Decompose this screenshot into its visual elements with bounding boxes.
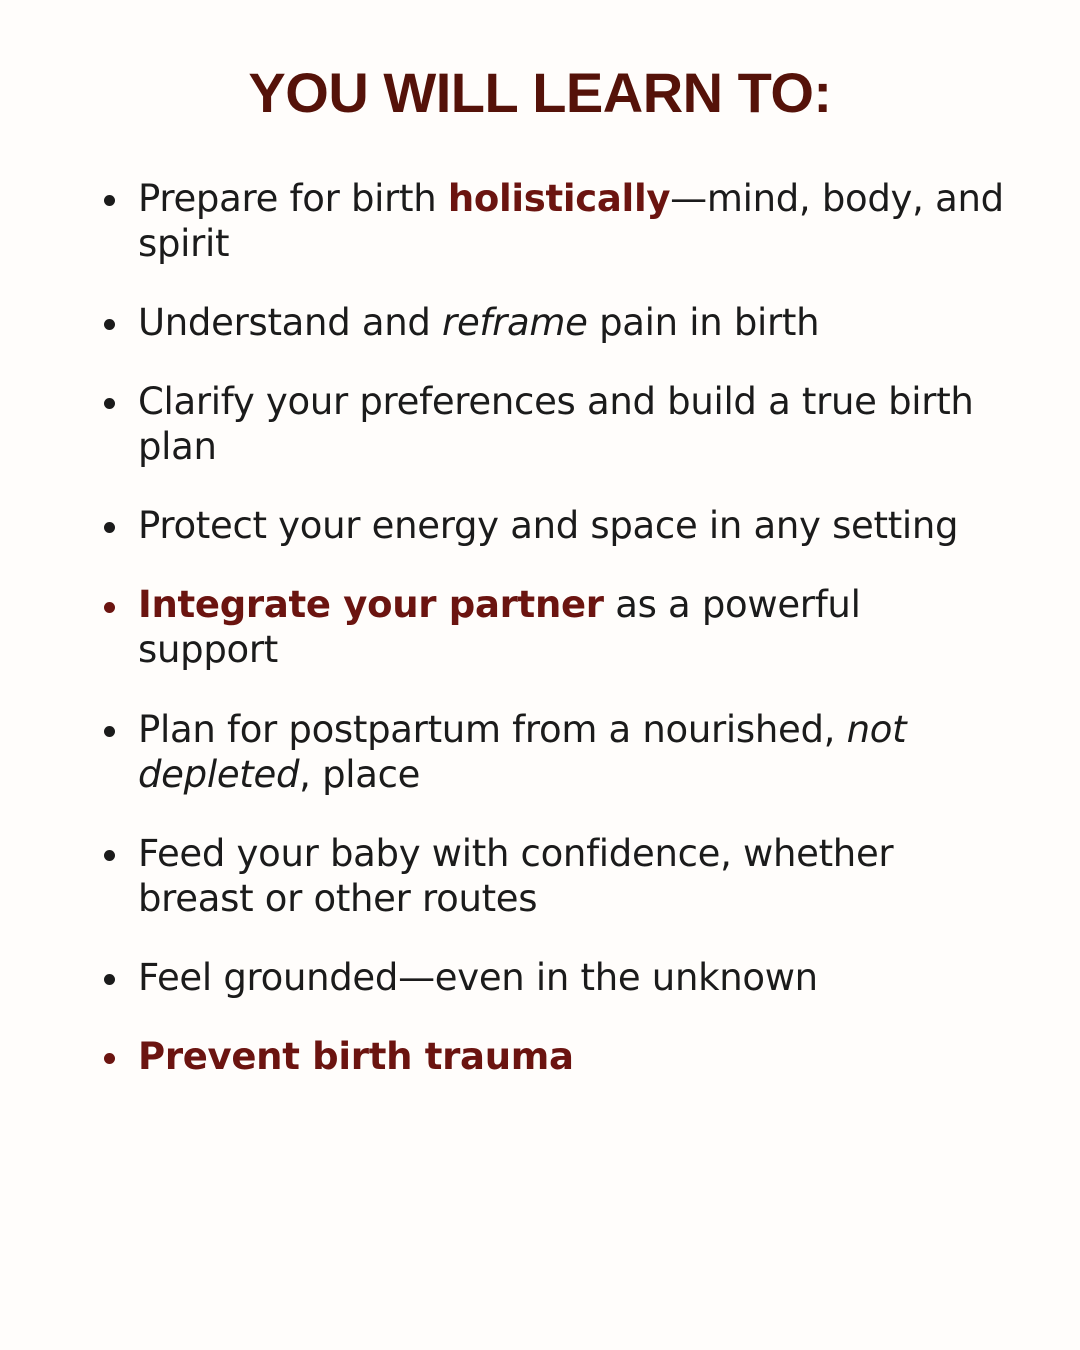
list-item-label: Feel grounded—even in the unknown xyxy=(138,956,818,1000)
bullet-icon xyxy=(104,522,115,533)
list-item xyxy=(96,831,1010,921)
list-item xyxy=(96,1034,1010,1079)
bullet-icon xyxy=(104,1053,115,1064)
bullet-icon xyxy=(104,319,115,330)
bullet-icon xyxy=(104,974,115,985)
list-item-label: Clarify your preferences and build a true birth plan xyxy=(138,379,974,469)
bullet-icon xyxy=(104,726,115,737)
bullet-icon xyxy=(104,850,115,861)
list-item-label: Prevent birth trauma xyxy=(138,1035,574,1079)
bullet-icon xyxy=(104,195,115,206)
list-item-label: Understand and reframe pain in birth xyxy=(138,300,820,344)
list-item xyxy=(96,955,1010,1000)
list-item-label: Plan for postpartum from a nourished, not depleted, place xyxy=(138,707,907,796)
list-item-label: Prepare for birth holistically—mind, body, and spirit xyxy=(138,176,1004,265)
page-title: YOU WILL LEARN TO: xyxy=(248,61,832,124)
learning-outcomes-list xyxy=(70,176,1010,1080)
list-item-label: Feed your baby with confidence, whether breast or other routes xyxy=(138,831,894,920)
list-item xyxy=(96,707,1010,797)
list-item xyxy=(96,379,1010,469)
list-item-label: Integrate your partner as a powerful support xyxy=(138,583,861,672)
bullet-icon xyxy=(104,602,115,613)
list-item xyxy=(96,582,1010,672)
list-item xyxy=(96,503,1010,548)
list-item xyxy=(96,300,1010,345)
bullet-icon xyxy=(104,398,115,409)
list-item xyxy=(96,176,1010,266)
list-item-label: Protect your energy and space in any setting xyxy=(138,504,959,548)
